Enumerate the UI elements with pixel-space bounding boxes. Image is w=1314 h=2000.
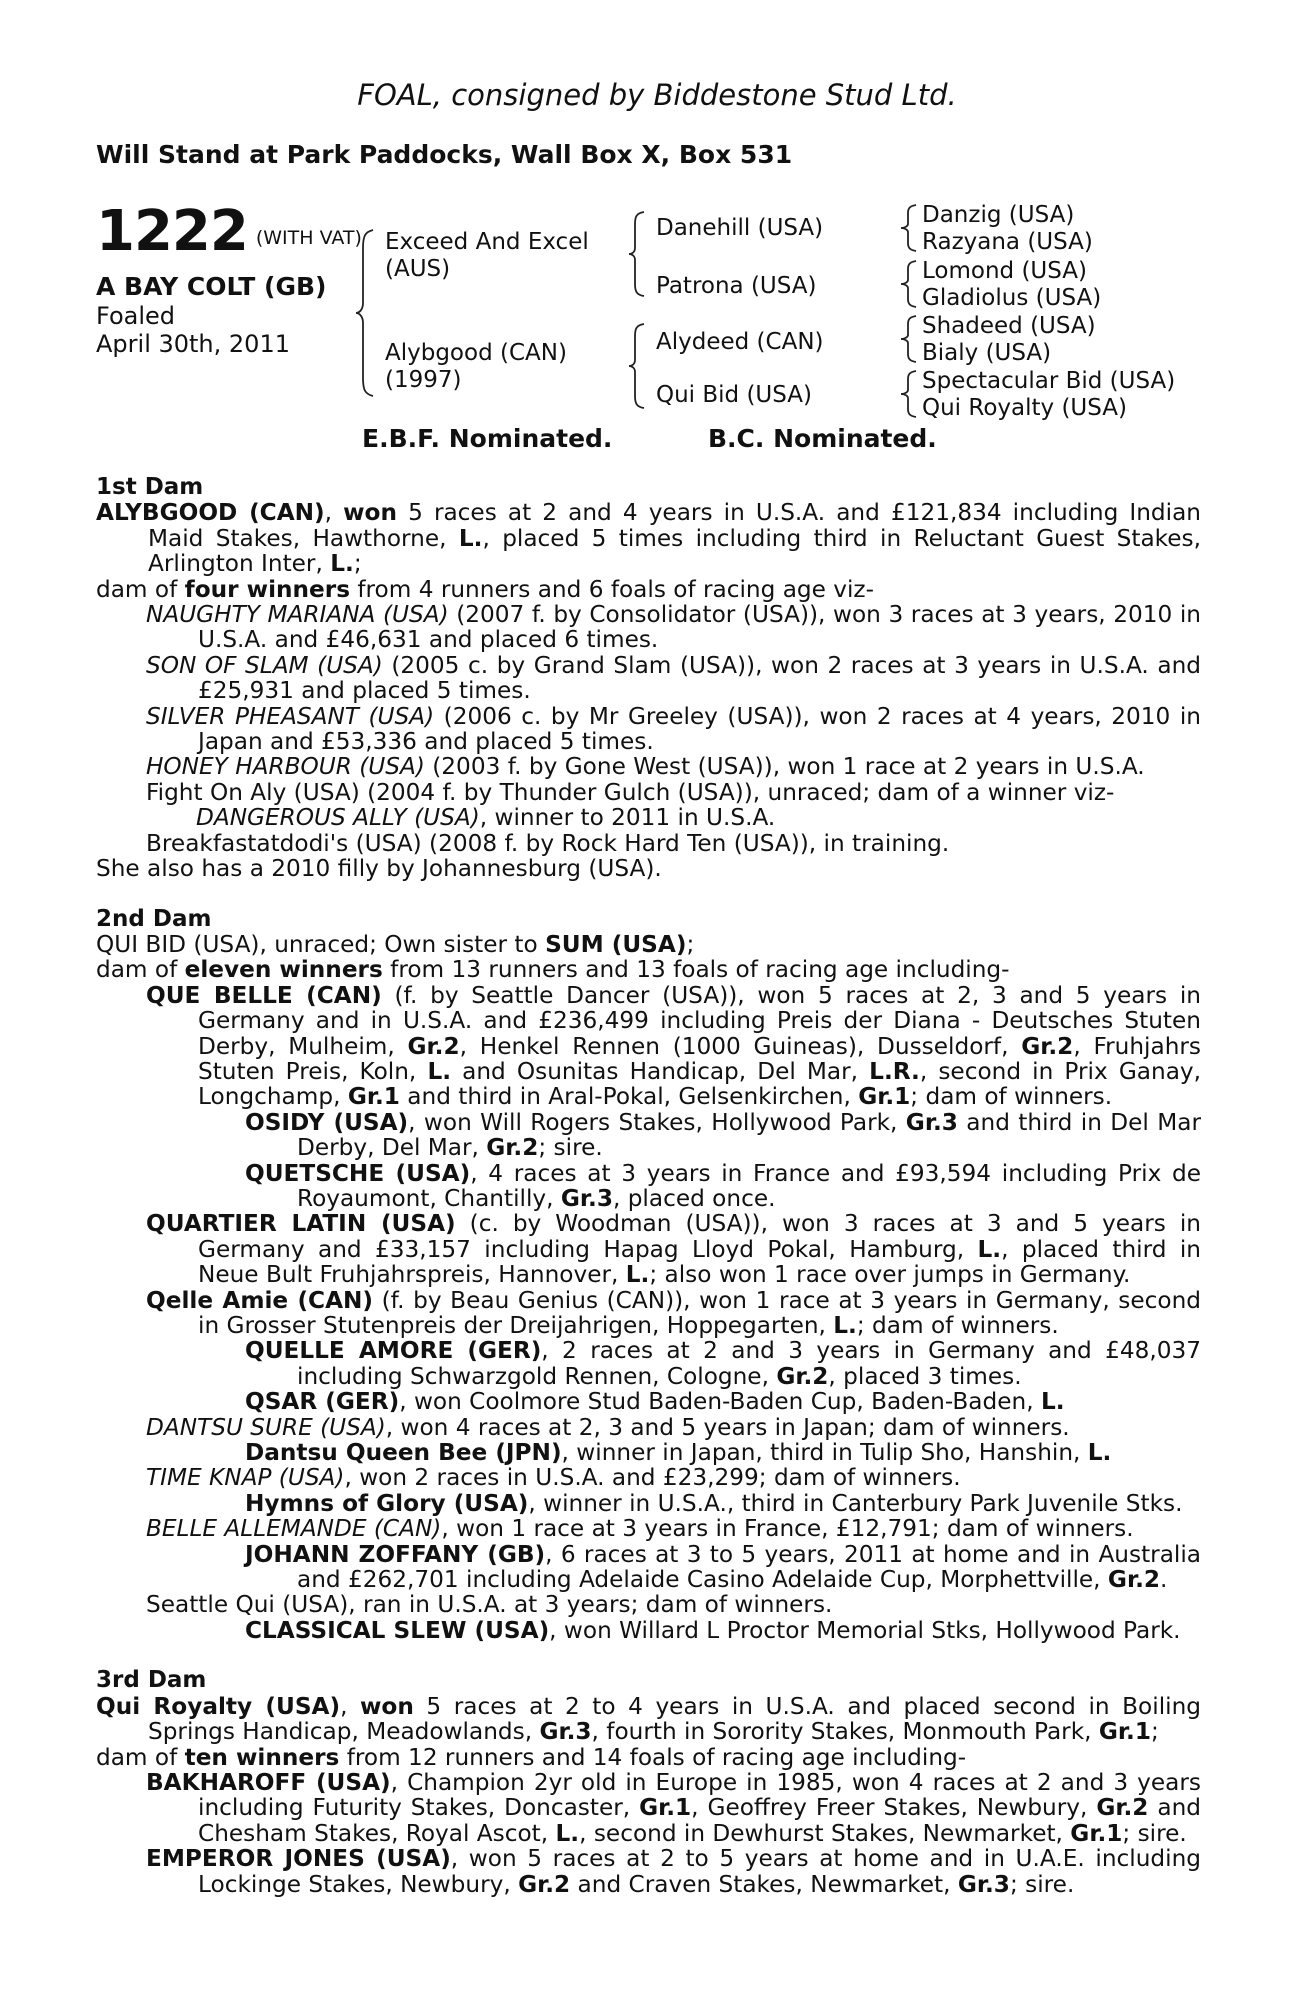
pedigree-bracket-g3 bbox=[900, 314, 918, 364]
pedigree-sire-sire: Danehill (USA) bbox=[656, 215, 824, 241]
produce-entry: CLASSICAL SLEW (USA), won Willard L Proctor Memorial Stks, Hollywood Park. bbox=[245, 1616, 1181, 1644]
foaled-label: Foaled bbox=[96, 302, 176, 330]
lot-number: 1222 bbox=[96, 199, 248, 264]
pedigree-g1: Danzig (USA) bbox=[922, 202, 1075, 228]
pedigree-bracket-sire bbox=[628, 210, 646, 298]
pedigree-dam-sire: Alydeed (CAN) bbox=[656, 329, 824, 355]
pedigree-g8: Qui Royalty (USA) bbox=[922, 395, 1127, 421]
produce-entry: SILVER PHEASANT (USA) (2006 c. by Mr Greeley (USA)), won 2 races at 4 years, 2010 in Japan and £53,336 and placed 5 times. bbox=[146, 702, 1201, 756]
produce-entry: DANGEROUS ALLY (USA), winner to 2011 in U.S.A. bbox=[196, 804, 776, 832]
first-dam-record: ALYBGOOD (CAN), won 5 races at 2 and 4 years in U.S.A. and £121,834 including Indian Maid Stakes, Hawthorne, L., placed 5 times including third in Reluctant Guest Stakes, Arlington Inter, L.; bbox=[96, 499, 1201, 578]
produce-entry: JOHANN ZOFFANY (GB), 6 races at 3 to 5 years, 2011 at home and in Australia and £262,701 including Adelaide Casino Adelaide Cup, Morphettville, Gr.2. bbox=[245, 1540, 1202, 1594]
produce-entry: NAUGHTY MARIANA (USA) (2007 f. by Consolidator (USA)), won 3 races at 3 years, 2010 in U.S.A. and £46,631 and placed 6 times. bbox=[146, 601, 1201, 654]
pedigree-sire-dam: Patrona (USA) bbox=[656, 273, 817, 299]
second-dam-produce-summary: dam of eleven winners from 13 runners and 13 foals of racing age including- bbox=[96, 956, 1010, 984]
produce-entry: EMPEROR JONES (USA), won 5 races at 2 to 5 years at home and in U.A.E. including Lockinge Stakes, Newbury, Gr.2 and Craven Stakes, Newmarket, Gr.3; sire. bbox=[146, 1845, 1201, 1898]
first-dam-heading: 1st Dam bbox=[96, 474, 204, 500]
produce-entry: TIME KNAP (USA), won 2 races in U.S.A. and £23,299; dam of winners. bbox=[146, 1464, 961, 1492]
pedigree-g7: Spectacular Bid (USA) bbox=[922, 368, 1176, 394]
produce-entry: Fight On Aly (USA) (2004 f. by Thunder Gulch (USA)), unraced; dam of a winner viz- bbox=[146, 778, 1115, 806]
second-dam-heading: 2nd Dam bbox=[96, 905, 212, 932]
third-dam-produce-summary: dam of ten winners from 12 runners and 14 foals of racing age including- bbox=[96, 1743, 967, 1771]
produce-entry: QUETSCHE (USA), 4 races at 3 years in France and £93,594 including Prix de Royaumont, Chantilly, Gr.3, placed once. bbox=[245, 1159, 1201, 1212]
pedigree-g6: Bialy (USA) bbox=[922, 340, 1052, 366]
pedigree-sire-origin: (AUS) bbox=[385, 256, 451, 282]
first-dam-produce-summary: dam of four winners from 4 runners and 6 foals of racing age viz- bbox=[96, 575, 874, 603]
lot-number-line bbox=[96, 199, 362, 264]
produce-entry: BELLE ALLEMANDE (CAN), won 1 race at 3 years in France, £12,791; dam of winners. bbox=[146, 1515, 1134, 1543]
produce-entry: QUE BELLE (CAN) (f. by Seattle Dancer (USA)), won 5 races at 2, 3 and 5 years in Germany and in U.S.A. and £236,499 including Preis der Diana - Deutsches Stuten Derby, Mulheim, Gr.2, Henkel Rennen (1000 Guineas), Dusseldorf, Gr.2, Fruhjahrs Stuten Preis, Koln, L. and Osunitas Handicap, Del Mar, L.R., second in Prix Ganay, Longchamp, Gr.1 and third in Aral-Pokal, Gelsenkirchen, Gr.1; dam of winners. bbox=[146, 981, 1202, 1111]
produce-entry: QUELLE AMORE (GER), 2 races at 2 and 3 years in Germany and £48,037 including Schwarzgold Rennen, Cologne, Gr.2, placed 3 times. bbox=[245, 1337, 1201, 1390]
pedigree-sire: Exceed And Excel bbox=[385, 229, 589, 255]
consignor-line: FOAL, consigned by Biddestone Stud Ltd. bbox=[357, 78, 957, 112]
produce-entry: SON OF SLAM (USA) (2005 c. by Grand Slam (USA)), won 2 races at 3 years in U.S.A. and £25,931 and placed 5 times. bbox=[146, 651, 1201, 705]
pedigree-bracket-col1 bbox=[355, 228, 375, 398]
third-dam-heading: 3rd Dam bbox=[96, 1667, 207, 1694]
pedigree-g4: Gladiolus (USA) bbox=[922, 285, 1102, 311]
pedigree-g5: Shadeed (USA) bbox=[922, 313, 1096, 339]
produce-entry: BAKHAROFF (USA), Champion 2yr old in Europe in 1985, won 4 races at 2 and 3 years including Futurity Stakes, Doncaster, Gr.1, Geoffrey Freer Stakes, Newbury, Gr.2 and Chesham Stakes, Royal Ascot, L., second in Dewhurst Stakes, Newmarket, Gr.1; sire. bbox=[146, 1768, 1201, 1847]
produce-entry: Hymns of Glory (USA), winner in U.S.A., third in Canterbury Park Juvenile Stks. bbox=[245, 1489, 1183, 1517]
pedigree-dam-year: (1997) bbox=[385, 367, 462, 393]
second-dam-record: QUI BID (USA), unraced; Own sister to SUM (USA); bbox=[96, 930, 695, 958]
third-dam-record: Qui Royalty (USA), won 5 races at 2 to 4 years in U.S.A. and placed second in Boiling Springs Handicap, Meadowlands, Gr.3, fourth in Sorority Stakes, Monmouth Park, Gr.1; bbox=[96, 1692, 1201, 1746]
foaled-date: April 30th, 2011 bbox=[96, 330, 290, 358]
pedigree-notes bbox=[96, 475, 1201, 1897]
vat-note: (WITH VAT) bbox=[255, 227, 362, 249]
produce-entry: HONEY HARBOUR (USA) (2003 f. by Gone West (USA)), won 1 race at 2 years in U.S.A. bbox=[146, 753, 1145, 781]
pedigree-g3: Lomond (USA) bbox=[922, 258, 1087, 284]
ebf-nominated: E.B.F. Nominated. bbox=[362, 424, 613, 453]
produce-entry: QUARTIER LATIN (USA) (c. by Woodman (USA)), won 3 races at 3 and 5 years in Germany and £33,157 including Hapag Lloyd Pokal, Hamburg, L., placed third in Neue Bult Fruhjahrspreis, Hannover, L.; also won 1 race over jumps in Germany. bbox=[146, 1210, 1202, 1289]
produce-entry: Seattle Qui (USA), ran in U.S.A. at 3 years; dam of winners. bbox=[146, 1591, 833, 1619]
stand-location: Will Stand at Park Paddocks, Wall Box X, Box 531 bbox=[96, 140, 793, 169]
produce-entry: DANTSU SURE (USA), won 4 races at 2, 3 and 5 years in Japan; dam of winners. bbox=[146, 1413, 1070, 1441]
produce-note: She also has a 2010 filly by Johannesburg (USA). bbox=[96, 855, 662, 883]
produce-entry: QSAR (GER), won Coolmore Stud Baden-Baden Cup, Baden-Baden, L. bbox=[245, 1388, 1065, 1416]
bc-nominated: B.C. Nominated. bbox=[708, 424, 937, 453]
pedigree-bracket-dam bbox=[628, 322, 646, 410]
pedigree-bracket-g4 bbox=[900, 369, 918, 419]
pedigree-dam: Alybgood (CAN) bbox=[385, 340, 567, 366]
pedigree-dam-dam: Qui Bid (USA) bbox=[656, 382, 813, 408]
produce-entry: OSIDY (USA), won Will Rogers Stakes, Hollywood Park, Gr.3 and third in Del Mar Derby, Del Mar, Gr.2; sire. bbox=[245, 1108, 1201, 1162]
produce-entry: Dantsu Queen Bee (JPN), winner in Japan, third in Tulip Sho, Hanshin, L. bbox=[245, 1439, 1112, 1467]
pedigree-bracket-g2 bbox=[900, 259, 918, 309]
produce-entry: Qelle Amie (CAN) (f. by Beau Genius (CAN)), won 1 race at 3 years in Germany, second in Grosser Stutenpreis der Dreijahrigen, Hoppegarten, L.; dam of winners. bbox=[146, 1286, 1201, 1339]
lot-title: A BAY COLT (GB) bbox=[96, 272, 327, 301]
pedigree-bracket-g1 bbox=[900, 203, 918, 253]
pedigree-g2: Razyana (USA) bbox=[922, 229, 1093, 255]
produce-entry: Breakfastatdodi's (USA) (2008 f. by Rock Hard Ten (USA)), in training. bbox=[146, 829, 950, 857]
